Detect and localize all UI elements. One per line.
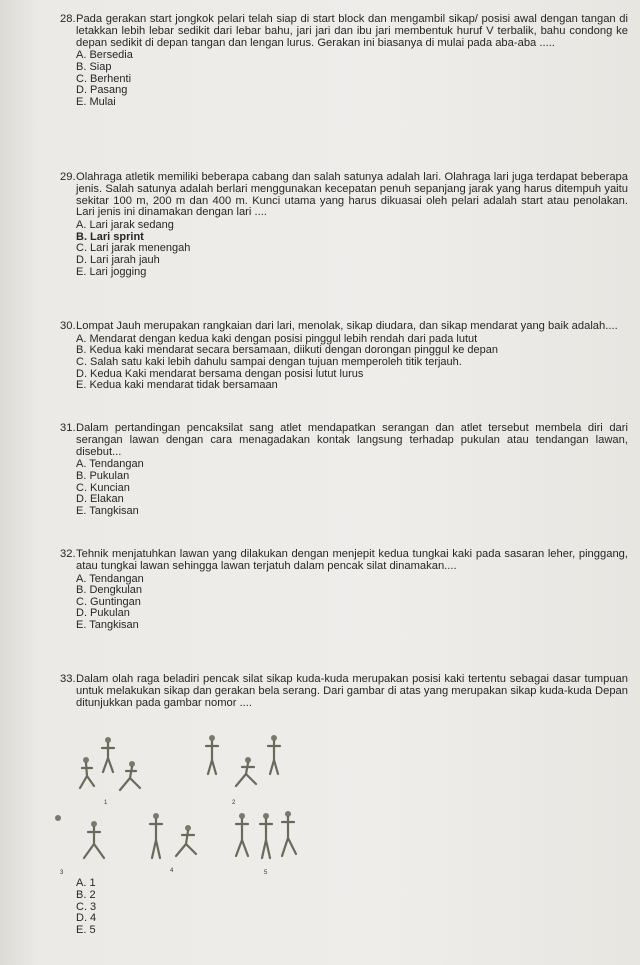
question-number: 33. (60, 673, 76, 685)
question-text: Dalam pertandingan pencaksilat sang atlet mendapatkan serangan dan atlet tersebut membela diri dari serangan lawan dengan cara menagadakan kontak langsung terhadap pukulan atau tendangan lawan, disebut... (76, 422, 628, 458)
question-number: 30. (60, 320, 76, 332)
option-e[interactable]: E. Tangkisan (76, 618, 139, 631)
option-list (76, 459, 628, 517)
question-31 (60, 423, 628, 517)
option-list (76, 574, 628, 632)
option-d[interactable]: D. Lari jarah jauh (76, 253, 160, 266)
question-number: 32. (60, 548, 76, 560)
question-30 (60, 321, 628, 392)
option-b[interactable]: B. Lari sprint (76, 230, 144, 243)
option-e[interactable]: E. 5 (76, 924, 96, 937)
option-list (76, 50, 628, 108)
question-28 (60, 14, 628, 108)
option-a[interactable]: A. Mendarat dengan kedua kaki dengan posisi pinggul lebih rendah dari pada lutut (76, 332, 478, 345)
option-d[interactable]: D. Pukulan (76, 607, 130, 620)
question-text: Pada gerakan start jongkok pelari telah siap di start block dan mengambil sikap/ posisi awal dengan tangan di letakkan lebih lebar sedikit dari lebar bahu, jari jari dan ibu jari membentuk huruf V terbalik, bahu condong ke depan sedikit di depan tangan dan lengan lurus. Gerakan ini biasanya di mulai pada aba-aba ..... (76, 13, 628, 49)
option-d[interactable]: D. Pasang (76, 84, 128, 97)
option-e[interactable]: E. Tangkisan (76, 504, 139, 517)
option-b[interactable]: B. Pukulan (76, 469, 130, 482)
option-list (76, 334, 628, 392)
option-list (76, 220, 628, 278)
option-a[interactable]: A. Lari jarak sedang (76, 219, 174, 232)
question-29 (60, 172, 628, 278)
question-number: 28. (60, 13, 76, 25)
question-33-options (76, 878, 96, 937)
option-c[interactable]: C. Guntingan (76, 595, 141, 608)
option-c[interactable]: C. Lari jarak menengah (76, 242, 191, 255)
option-a[interactable]: A. Tendangan (76, 458, 144, 471)
question-text: Tehnik menjatuhkan lawan yang dilakukan dengan menjepit kedua tungkai kaki pada sasaran leher, pinggang, atau tungkai lawan sehingga lawan terjatuh dalam pencak silat dinamakan.... (76, 548, 628, 572)
question-number: 31. (60, 422, 76, 434)
question-32 (60, 549, 628, 632)
question-text: Dalam olah raga beladiri pencak silat sikap kuda-kuda merupakan posisi kaki tertentu sebagai dasar tumpuan untuk melakukan sikap dan gerakan bela serang. Dari gambar di atas yang merupakan sikap kuda-kuda Depan ditunjukkan pada gambar nomor .... (76, 673, 628, 709)
stance-3-figure (55, 815, 104, 858)
option-e[interactable]: E. Mulai (76, 95, 116, 108)
stance-5-figure (236, 811, 296, 858)
option-b[interactable]: B. Siap (76, 60, 112, 73)
option-a[interactable]: A. 1 (76, 877, 96, 889)
option-d[interactable]: D. Kedua Kaki mendarat bersama dengan posisi lutut lurus (76, 367, 364, 380)
question-33 (60, 674, 628, 709)
option-d[interactable]: D. 4 (76, 912, 97, 925)
question-number: 29. (60, 171, 76, 183)
stance-label-1: 1 (104, 800, 108, 806)
stance-label-4: 4 (170, 868, 174, 874)
option-c[interactable]: C. Kuncian (76, 481, 130, 494)
stance-label-5: 5 (264, 870, 268, 876)
option-a[interactable]: A. Bersedia (76, 49, 133, 62)
stance-illustrations (60, 728, 310, 878)
option-e[interactable]: E. Lari jogging (76, 265, 147, 278)
question-text: Olahraga atletik memiliki beberapa cabang dan salah satunya adalah lari. Olahraga lari juga terdapat beberapa jenis. Salah satunya adalah berlari menggunakan kecepatan penuh sepanjang jarak yang harus ditempuh yaitu sekitar 100 m, 200 m dan 400 m. Kunci utama yang harus dikuasai oleh pelari adalah start atau penolakan. Lari jenis ini dinamakan dengan lari .... (76, 171, 628, 219)
option-a[interactable]: A. Tendangan (76, 572, 144, 585)
kuda-kuda-figure (60, 728, 310, 878)
option-e[interactable]: E. Kedua kaki mendarat tidak bersamaan (76, 379, 278, 392)
option-b[interactable]: B. Kedua kaki mendarat secara bersamaan, diikuti dengan dorongan pinggul ke depan (76, 344, 498, 357)
stance-1-figure (80, 737, 140, 790)
option-c[interactable]: C. 3 (76, 900, 97, 913)
stance-4-figure (150, 813, 196, 858)
option-c[interactable]: C. Salah satu kaki lebih dahulu sampai dengan tujuan memperoleh titik terjauh. (76, 355, 462, 368)
stance-2-figure (206, 735, 280, 786)
option-d[interactable]: D. Elakan (76, 493, 124, 506)
stance-label-3: 3 (60, 870, 64, 876)
question-text: Lompat Jauh merupakan rangkaian dari lari, menolak, sikap diudara, dan sikap mendarat yang baik adalah.... (76, 320, 618, 332)
option-b[interactable]: B. 2 (76, 888, 96, 901)
option-c[interactable]: C. Berhenti (76, 72, 132, 85)
stance-label-2: 2 (232, 800, 236, 806)
option-b[interactable]: B. Dengkulan (76, 584, 143, 597)
